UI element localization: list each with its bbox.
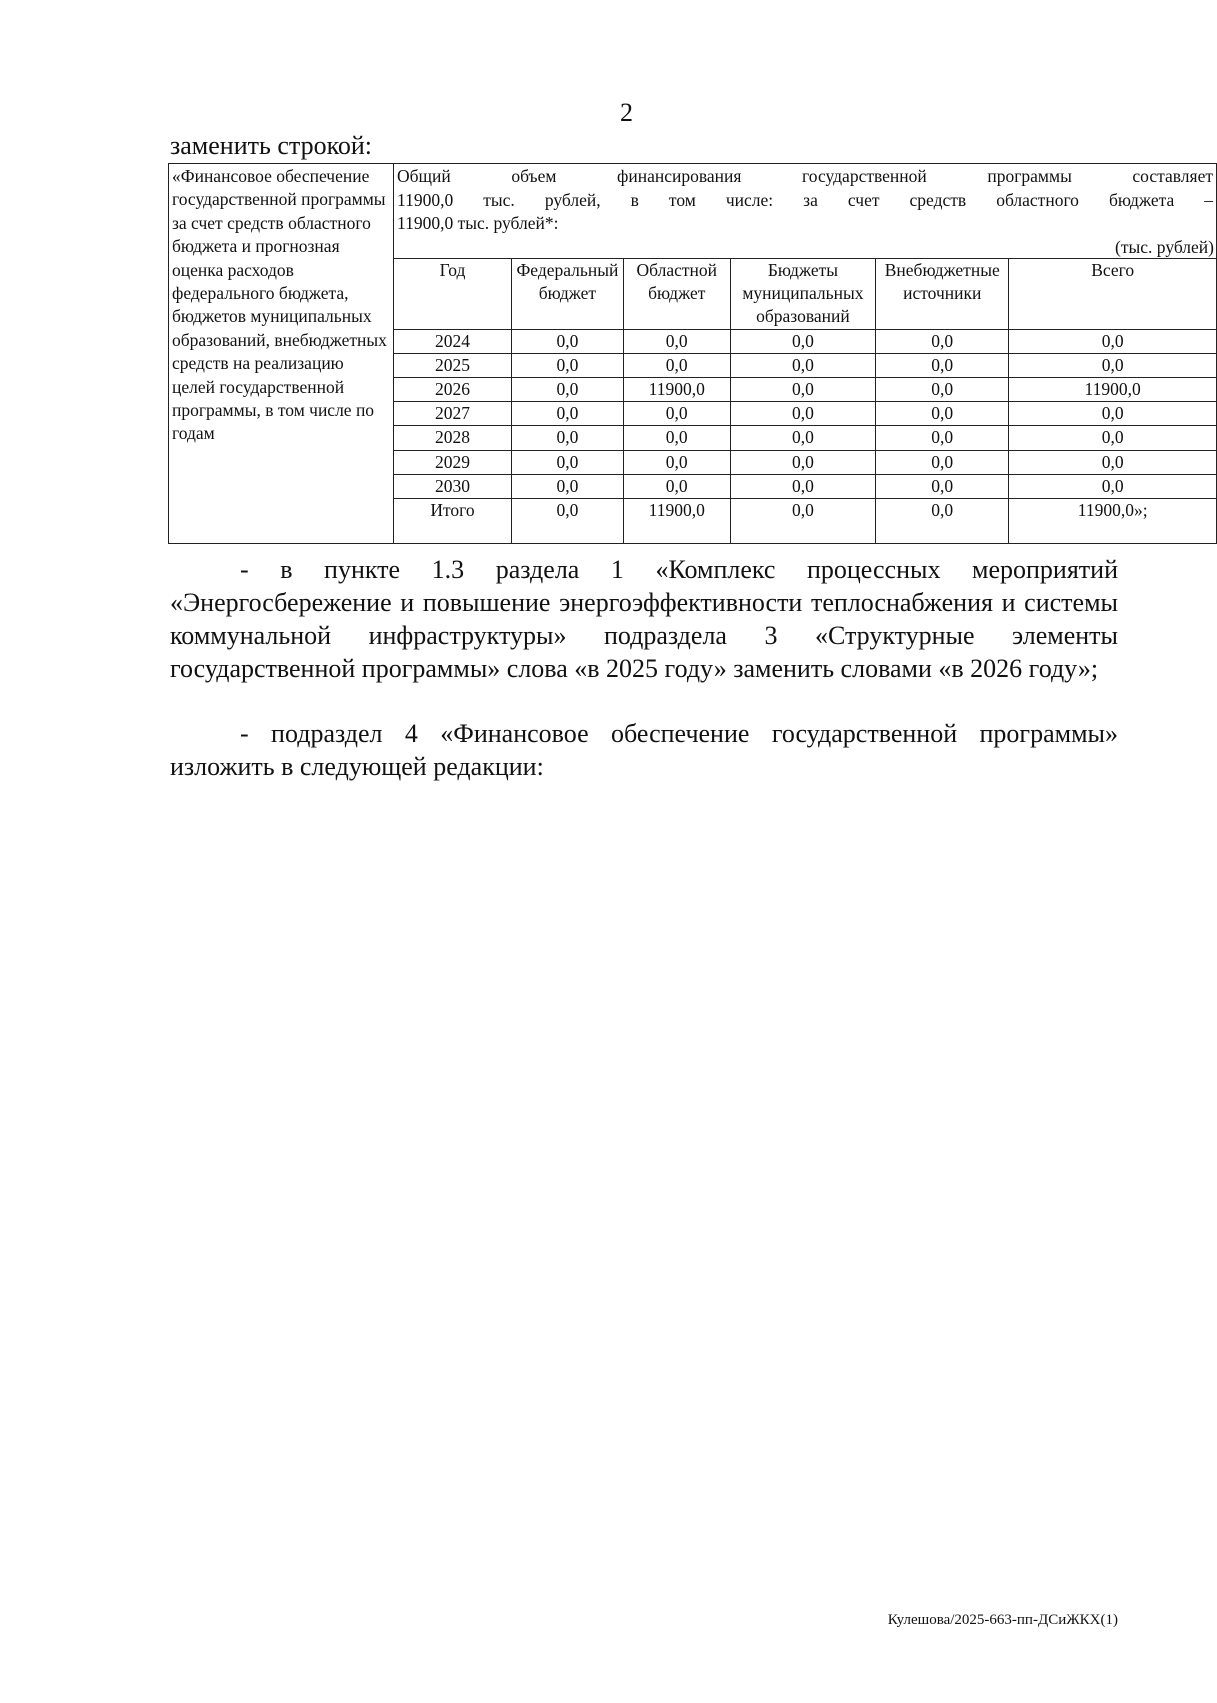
table-cell: 2029 <box>394 450 512 474</box>
table-cell: 0,0 <box>876 450 1009 474</box>
financing-summary <box>394 164 1216 236</box>
table-row <box>394 329 1216 353</box>
table-cell: 0,0 <box>623 353 730 377</box>
table-cell: 0,0 <box>730 353 875 377</box>
table-cell: 0,0 <box>730 498 875 543</box>
table-cell: 2028 <box>394 426 512 450</box>
table-cell: 2027 <box>394 402 512 426</box>
summary-line: 11900,0 тыс. рублей*: <box>397 213 559 233</box>
column-header: Федеральный бюджет <box>512 258 624 329</box>
table-cell: 0,0 <box>1009 329 1216 353</box>
document-reference: Кулешова/2025-663-пп-ДСиЖКХ(1) <box>887 1612 1118 1628</box>
table-cell: 0,0 <box>876 402 1009 426</box>
table-cell: 11900,0 <box>1009 377 1216 401</box>
table-cell: 11900,0 <box>623 377 730 401</box>
table-cell: 0,0 <box>623 474 730 498</box>
table-cell: 2024 <box>394 329 512 353</box>
table-cell: 0,0 <box>512 450 624 474</box>
table-row <box>394 377 1216 401</box>
table-cell: 0,0 <box>730 377 875 401</box>
summary-line: 11900,0 тыс. рублей, в том числе: за счет средств областного бюджета – <box>397 189 1213 210</box>
table-cell: 0,0 <box>623 329 730 353</box>
column-header: Год <box>394 258 512 329</box>
intro-text: заменить строкой: <box>170 131 373 160</box>
table-header-row <box>394 258 1216 329</box>
paragraph-2: - подраздел 4 «Финансовое обеспечение государственной программы» изложить в следующей редакции: <box>170 719 1118 781</box>
column-header: Внебюджетные источники <box>876 258 1009 329</box>
table-cell: 0,0 <box>512 426 624 450</box>
table-cell: 0,0 <box>876 498 1009 543</box>
table-cell: 2025 <box>394 353 512 377</box>
table-cell: 0,0 <box>623 426 730 450</box>
table-cell: 0,0 <box>876 426 1009 450</box>
page-number: 2 <box>620 98 633 127</box>
table-cell: 0,0 <box>1009 402 1216 426</box>
table-cell: Итого <box>394 498 512 543</box>
table-cell: 11900,0»; <box>1009 498 1216 543</box>
table-cell: 0,0 <box>1009 353 1216 377</box>
table-row <box>394 450 1216 474</box>
years-table <box>394 258 1216 543</box>
table-cell: 0,0 <box>623 450 730 474</box>
table-cell: 0,0 <box>730 450 875 474</box>
table-cell: 0,0 <box>730 474 875 498</box>
table-cell: 0,0 <box>876 474 1009 498</box>
table-cell: 0,0 <box>512 353 624 377</box>
table-cell: 0,0 <box>730 402 875 426</box>
financing-details <box>394 164 1217 544</box>
column-header: Областной бюджет <box>623 258 730 329</box>
units-label: (тыс. рублей) <box>1115 236 1214 257</box>
column-header: Всего <box>1009 258 1216 329</box>
table-cell: 0,0 <box>876 377 1009 401</box>
table-cell: 0,0 <box>1009 450 1216 474</box>
table-cell: 2030 <box>394 474 512 498</box>
table-cell: 0,0 <box>512 402 624 426</box>
table-row <box>394 474 1216 498</box>
column-header: Бюджеты муниципальных образований <box>730 258 875 329</box>
summary-line: Общий объем финансирования государственной программы составляет <box>397 166 1213 186</box>
table-cell: 0,0 <box>730 329 875 353</box>
financing-table <box>168 163 1217 544</box>
table-row <box>394 402 1216 426</box>
table-row <box>394 426 1216 450</box>
table-cell: 0,0 <box>1009 426 1216 450</box>
table-cell: 0,0 <box>512 329 624 353</box>
table-cell: 0,0 <box>876 329 1009 353</box>
table-row-label: «Финансовое обеспечение государственной программы за счет средств областного бюджета и прогнозная оценка расходов федерального бюджета, бюджетов муниципальных образований, внебюджетных средств на реализацию целей государственной программы, в том числе по годам <box>169 164 394 544</box>
table-cell: 0,0 <box>512 498 624 543</box>
table-cell: 0,0 <box>730 426 875 450</box>
table-row <box>394 353 1216 377</box>
table-cell: 0,0 <box>512 377 624 401</box>
table-cell: 11900,0 <box>623 498 730 543</box>
table-cell: 2026 <box>394 377 512 401</box>
table-cell: 0,0 <box>623 402 730 426</box>
table-cell: 0,0 <box>876 353 1009 377</box>
table-row <box>394 498 1216 543</box>
table-cell: 0,0 <box>512 474 624 498</box>
table-cell: 0,0 <box>1009 474 1216 498</box>
paragraph-1: - в пункте 1.3 раздела 1 «Комплекс процессных мероприятий «Энергосбережение и повышение энергоэффективности теплоснабжения и системы коммунальной инфраструктуры» подраздела 3 «Структурные элементы государственной программы» слова «в 2025 году» заменить словами «в 2026 году»; <box>170 555 1118 683</box>
